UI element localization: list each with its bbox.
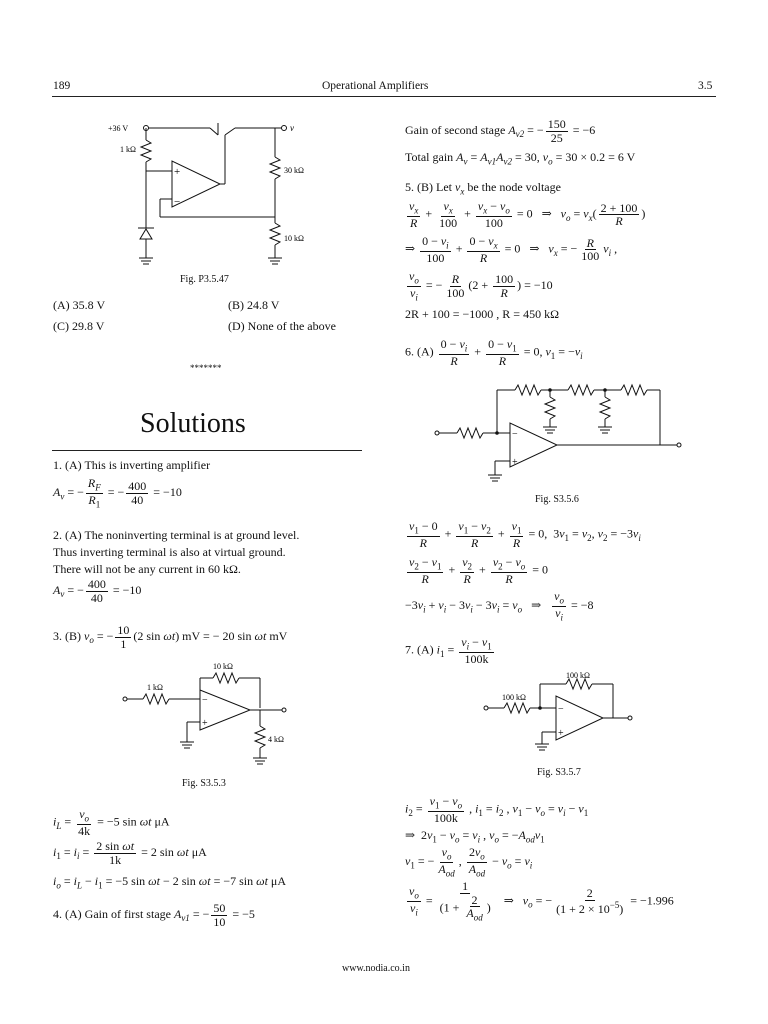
svg-text:+: + bbox=[174, 166, 181, 178]
solutions-rule bbox=[52, 450, 362, 451]
figure-caption-s3-5-3: Fig. S3.5.3 bbox=[182, 778, 226, 789]
sol6-eq3: $-3v_i + v_i - 3v_i - 3v_i = v_o$ ⇒ $\frac{v_o}{v_i}$ = −8 bbox=[405, 589, 594, 623]
rf-label: 10 kΩ bbox=[213, 662, 233, 671]
sol3-io: $i_o = i_L - i_1 = -5$ sin ωt − 2 sin ωt = −7 sin ωt μA bbox=[53, 874, 287, 891]
page-number-right: 3.5 bbox=[698, 80, 713, 92]
sol3-equation: 3. (B) $v_o$ = − $\frac{10}{1}$ (2 sin ωt) mV = − 20 sin ωt mV bbox=[53, 623, 288, 651]
output-label: v bbox=[290, 123, 294, 133]
sol6-eq1: $\frac{v_1 - 0}{R}$ + $\frac{v_1 - v_2}{R}$ + $\frac{v_1}{R}$ = 0, $3v_1 = v_2$, $v_2 = -3v_i$ bbox=[409, 519, 641, 550]
sol2-line-1: 2. (A) The noninverting terminal is at ground level. bbox=[53, 528, 300, 542]
rin-label: 1 kΩ bbox=[147, 683, 163, 692]
supply-label: +36 V bbox=[108, 124, 129, 133]
rl-label: 4 kΩ bbox=[268, 735, 284, 744]
circuit-s3-5-7 bbox=[478, 670, 678, 760]
svg-text:−: − bbox=[558, 704, 564, 715]
circuit-p3-5-47 bbox=[100, 115, 420, 285]
svg-text:−: − bbox=[512, 429, 518, 440]
sol7-equation: 7. (A) $i_1$ = $\frac{v_i - v_1}{100k}$ bbox=[405, 635, 492, 666]
svg-text:+: + bbox=[202, 718, 208, 729]
svg-text:−: − bbox=[202, 695, 208, 706]
separator: ******* bbox=[190, 363, 222, 373]
total-gain: Total gain $A_v = A_{v1}A_{v2} = 30$, $v_o = 30 \times 0.2 = 6$ V bbox=[405, 150, 636, 167]
sol5-eq2: ⇒ $\frac{0 - v_i}{100}$ + $\frac{0 - v_x}{R}$ = 0 ⇒ $v_x$ = − $\frac{R}{100}$ $v_i$ , bbox=[405, 234, 618, 265]
sol7-eq2: ⇒ $2v_1 - v_o = v_i$ , $v_o = -A_{od}v_1$ bbox=[405, 828, 545, 845]
svg-text:+: + bbox=[512, 457, 518, 468]
r1-label: 100 kΩ bbox=[502, 693, 526, 702]
sol3-i1: $i_1 = i_i$ = $\frac{\text{2 sin ωt}}{1k}$ = 2 sin ωt μA bbox=[53, 839, 207, 867]
header-rule bbox=[52, 96, 716, 97]
sol6-equation: 6. (A) $\frac{0 - v_i}{R}$ + $\frac{0 - v_1}{R}$ = 0, $v_1 = -v_i$ bbox=[405, 337, 583, 368]
footer-url: www.nodia.co.in bbox=[342, 963, 410, 974]
r1-label: 1 kΩ bbox=[120, 145, 136, 154]
option-a: (A) 35.8 V bbox=[53, 298, 106, 312]
circuit-s3-5-6 bbox=[425, 375, 705, 485]
figure-caption-s3-5-6: Fig. S3.5.6 bbox=[535, 494, 579, 505]
sol1-equation: $A_v$ = − $\frac{R_F}{R_1}$ = − $\frac{400}{40}$ = −10 bbox=[53, 476, 182, 510]
svg-text:−: − bbox=[174, 196, 181, 208]
svg-text:+: + bbox=[558, 728, 564, 739]
solutions-heading: Solutions bbox=[140, 408, 246, 439]
sol5-eq1: $\frac{v_x}{R}$ + $\frac{v_x}{100}$ + $\frac{v_x - v_o}{100}$ = 0 ⇒ $v_o = v_x$( $\frac{2 + 100}{R}$ ) bbox=[409, 199, 646, 230]
sol2-line-3: There will not be any current in 60 kΩ. bbox=[53, 562, 241, 576]
sol2-equation: $A_v$ = − $\frac{400}{40}$ = −10 bbox=[53, 577, 142, 605]
option-d: (D) None of the above bbox=[228, 319, 336, 333]
running-title: Operational Amplifiers bbox=[322, 80, 429, 92]
option-c: (C) 29.8 V bbox=[53, 319, 105, 333]
sol5-heading: 5. (B) Let $v_x$ be the node voltage bbox=[405, 180, 561, 197]
r2-label: 30 kΩ bbox=[284, 166, 304, 175]
sol7-eq4: $\frac{v_o}{v_i}$ = 1 (1 + $\frac{2}{A_{od}}$ ) ⇒ $v_o$ = − $\frac{2}{(1 + 2 \times 10^{-5})}$ = −1.996 bbox=[409, 879, 674, 923]
circuit-s3-5-3 bbox=[115, 660, 355, 770]
r3-label: 10 kΩ bbox=[284, 234, 304, 243]
sol7-eq1: $i_2$ = $\frac{v_1 - v_o}{100k}$ , $i_1 = i_2$ , $v_1 - v_o = v_i - v_1$ bbox=[405, 794, 589, 825]
figure-caption-p3-5-47: Fig. P3.5.47 bbox=[180, 274, 229, 285]
sol5-eq3: $\frac{v_o}{v_i}$ = − $\frac{R}{100}$ (2 + $\frac{100}{R}$ ) = −10 bbox=[409, 269, 553, 303]
sol3-il: $i_L$ = $\frac{v_o}{4k}$ = −5 sin ωt μA bbox=[53, 807, 170, 838]
sol4-equation: 4. (A) Gain of first stage $A_{v1}$ = − $\frac{50}{10}$ = −5 bbox=[53, 901, 255, 929]
figure-caption-s3-5-7: Fig. S3.5.7 bbox=[537, 767, 581, 778]
sol5-eq4: 2R + 100 = −1000 , R = 450 kΩ bbox=[405, 307, 559, 321]
r2-label: 100 kΩ bbox=[566, 671, 590, 680]
sol7-eq3: $v_1$ = − $\frac{v_o}{A_{od}}$ , $\frac{2v_o}{A_{od}}$ − $v_o = v_i$ bbox=[405, 845, 533, 879]
gain-second-stage: Gain of second stage $A_{v2}$ = − $\frac{150}{25}$ = −6 bbox=[405, 117, 596, 145]
sol1-text: 1. (A) This is inverting amplifier bbox=[53, 458, 211, 472]
page-number-left: 189 bbox=[53, 80, 71, 92]
option-b: (B) 24.8 V bbox=[228, 298, 280, 312]
sol6-eq2: $\frac{v_2 - v_1}{R}$ + $\frac{v_2}{R}$ + $\frac{v_2 - v_o}{R}$ = 0 bbox=[409, 555, 549, 586]
sol2-line-2: Thus inverting terminal is also at virtual ground. bbox=[53, 545, 286, 559]
